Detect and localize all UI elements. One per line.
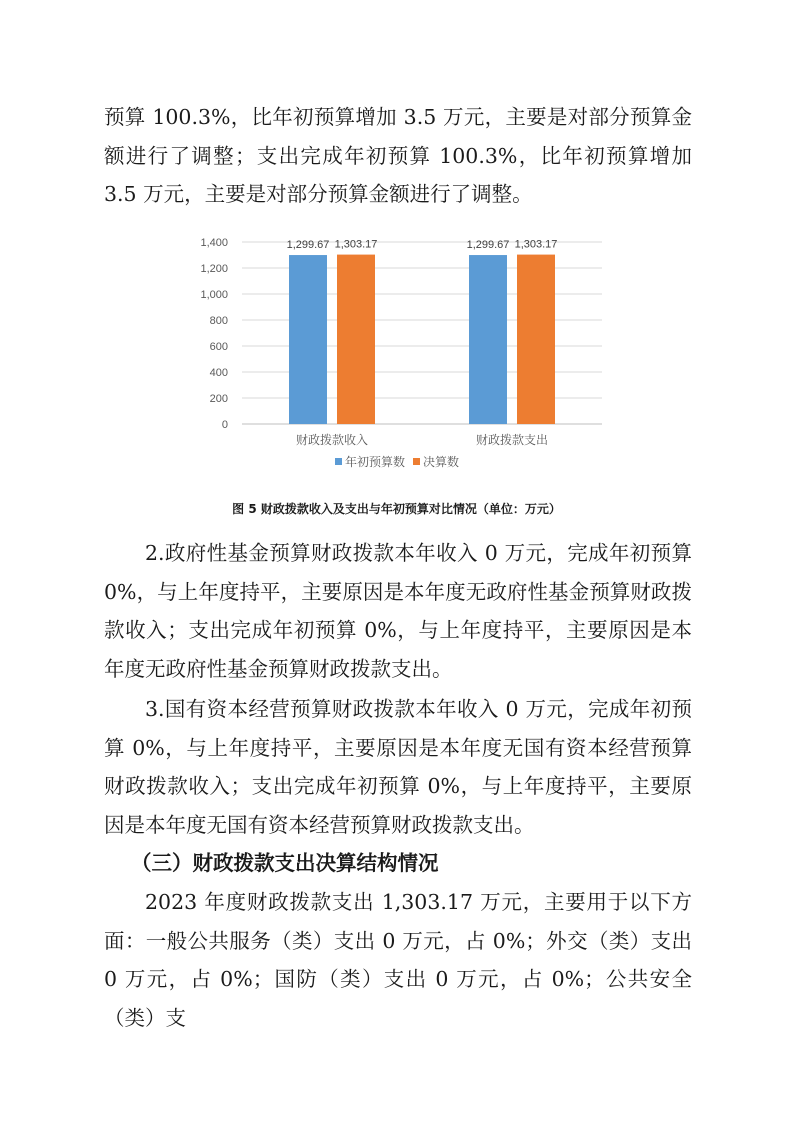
paragraph-government-fund: 2.政府性基金预算财政拨款本年收入 0 万元，完成年初预算 0%，与上年度持平，主要原因是本年度无政府性基金预算财政拨款收入；支出完成年初预算 0%，与上年度持平，主要原因是本年度无政府性基金预算财政拨款支出。 bbox=[104, 541, 692, 681]
legend-label: 决算数 bbox=[423, 455, 460, 469]
y-tick-label: 0 bbox=[221, 419, 228, 431]
paragraph-expenditure-structure: 2023 年度财政拨款支出 1,303.17 万元，主要用于以下方面：一般公共服务（类）支出 0 万元，占 0%；外交（类）支出 0 万元，占 0%；国防（类）支出 0 万元，占 0%；公共安全（类）支 bbox=[104, 890, 692, 1030]
paragraph-state-capital: 3.国有资本经营预算财政拨款本年收入 0 万元，完成年初预算 0%，与上年度持平，主要原因是本年度无国有资本经营预算财政拨款收入；支出完成年初预算 0%，与上年度持平，主要原因是本年度无国有资本经营预算财政拨款支出。 bbox=[104, 697, 692, 837]
intro-paragraph: 预算 100.3%，比年初预算增加 3.5 万元，主要是对部分预算金额进行了调整；支出完成年初预算 100.3%，比年初预算增加 3.5 万元，主要是对部分预算金额进行了调整。 bbox=[104, 105, 692, 206]
bar-value-label: 1,299.67 bbox=[466, 239, 510, 252]
legend-swatch bbox=[413, 458, 420, 465]
y-tick-label: 200 bbox=[209, 393, 228, 405]
y-tick-label: 1,000 bbox=[200, 289, 228, 301]
x-category-label: 财政拨款收入 bbox=[295, 433, 369, 447]
y-tick-label: 600 bbox=[209, 341, 228, 353]
bar-value-label: 1,303.17 bbox=[514, 238, 558, 251]
y-tick-label: 1,200 bbox=[200, 263, 228, 275]
legend-swatch bbox=[335, 458, 342, 465]
y-tick-label: 1,400 bbox=[200, 237, 228, 249]
bar-value-label: 1,299.67 bbox=[286, 239, 330, 252]
x-category-label: 财政拨款支出 bbox=[475, 433, 549, 447]
bar bbox=[469, 255, 507, 424]
y-tick-label: 800 bbox=[209, 315, 228, 327]
budget-comparison-chart bbox=[190, 228, 610, 483]
bar bbox=[517, 255, 555, 424]
bar bbox=[289, 255, 327, 424]
bar bbox=[337, 255, 375, 424]
y-tick-label: 400 bbox=[209, 367, 228, 379]
figure-caption: 图 5 财政拨款收入及支出与年初预算对比情况（单位：万元） bbox=[232, 502, 561, 516]
bar-value-label: 1,303.17 bbox=[334, 238, 378, 251]
section-heading: （三）财政拨款支出决算结构情况 bbox=[131, 851, 439, 875]
legend-label: 年初预算数 bbox=[345, 455, 406, 469]
